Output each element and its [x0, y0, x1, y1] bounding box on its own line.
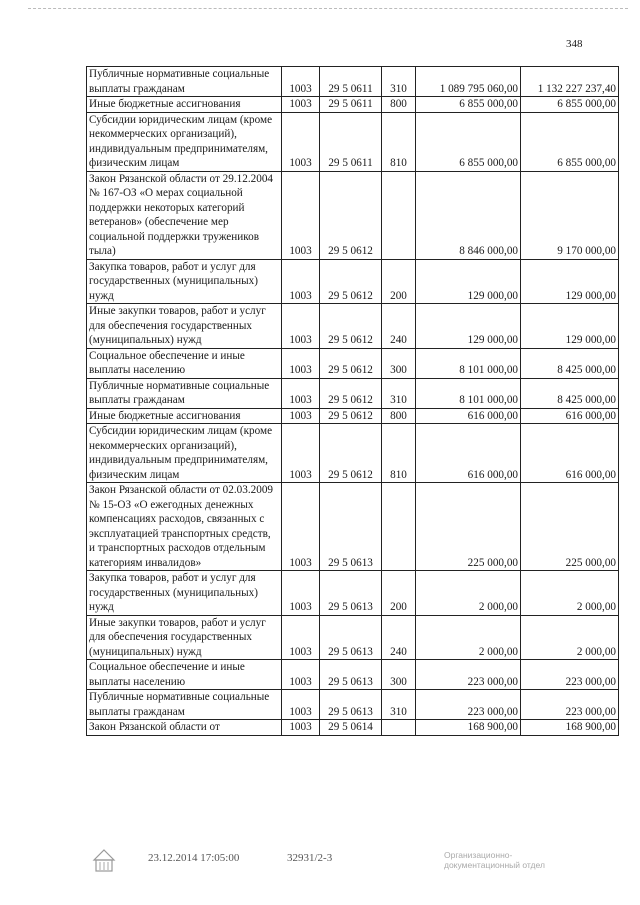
cell-amount2: 8 425 000,00	[521, 378, 619, 408]
cell-section: 1003	[282, 259, 320, 304]
cell-kind: 310	[382, 378, 416, 408]
cell-article: 29 5 0612	[320, 304, 382, 349]
cell-kind: 240	[382, 304, 416, 349]
budget-table	[86, 66, 619, 736]
cell-article: 29 5 0612	[320, 259, 382, 304]
department-stamp	[444, 850, 545, 870]
cell-article: 29 5 0613	[320, 660, 382, 690]
table-row	[87, 97, 619, 113]
cell-kind: 300	[382, 348, 416, 378]
cell-amount1: 1 089 795 060,00	[416, 67, 521, 97]
table-row	[87, 571, 619, 616]
cell-section: 1003	[282, 304, 320, 349]
cell-name: Субсидии юридическим лицам (кроме некоммерческих организаций), индивидуальным предпринимателям, физическим лицам	[87, 424, 282, 483]
cell-amount2: 168 900,00	[521, 720, 619, 736]
cell-article: 29 5 0614	[320, 720, 382, 736]
emblem-icon	[92, 848, 116, 874]
cell-amount2: 225 000,00	[521, 483, 619, 571]
cell-amount1: 223 000,00	[416, 660, 521, 690]
cell-kind	[382, 171, 416, 259]
cell-amount1: 129 000,00	[416, 259, 521, 304]
table-row	[87, 424, 619, 483]
cell-amount1: 168 900,00	[416, 720, 521, 736]
cell-article: 29 5 0613	[320, 571, 382, 616]
cell-article: 29 5 0613	[320, 483, 382, 571]
table-row	[87, 690, 619, 720]
scan-top-edge	[28, 8, 628, 9]
cell-amount2: 2 000,00	[521, 571, 619, 616]
cell-amount2: 6 855 000,00	[521, 97, 619, 113]
cell-kind: 240	[382, 615, 416, 660]
cell-amount1: 129 000,00	[416, 304, 521, 349]
cell-kind: 300	[382, 660, 416, 690]
cell-amount1: 6 855 000,00	[416, 112, 521, 171]
table-row	[87, 348, 619, 378]
table-row	[87, 67, 619, 97]
cell-amount2: 223 000,00	[521, 690, 619, 720]
cell-amount2: 616 000,00	[521, 408, 619, 424]
table-row	[87, 660, 619, 690]
cell-name: Публичные нормативные социальные выплаты гражданам	[87, 690, 282, 720]
footer-timestamp: 23.12.2014 17:05:00	[148, 852, 240, 864]
cell-amount1: 2 000,00	[416, 615, 521, 660]
cell-section: 1003	[282, 348, 320, 378]
footer-doc-id: 32931/2-3	[287, 852, 333, 864]
cell-kind	[382, 483, 416, 571]
table-row	[87, 483, 619, 571]
cell-article: 29 5 0611	[320, 112, 382, 171]
cell-article: 29 5 0613	[320, 615, 382, 660]
cell-amount2: 616 000,00	[521, 424, 619, 483]
cell-name: Закон Рязанской области от 29.12.2004 № 167-ОЗ «О мерах социальной поддержки некоторых категорий ветеранов» (обеспечение мер социальной поддержки тружеников тыла)	[87, 171, 282, 259]
cell-kind: 310	[382, 67, 416, 97]
table-row	[87, 378, 619, 408]
cell-name: Субсидии юридическим лицам (кроме некоммерческих организаций), индивидуальным предпринимателям, физическим лицам	[87, 112, 282, 171]
cell-section: 1003	[282, 483, 320, 571]
cell-amount2: 9 170 000,00	[521, 171, 619, 259]
cell-name: Закон Рязанской области от 02.03.2009 № 15-ОЗ «О ежегодных денежных компенсациях расходов, связанных с эксплуатацией транспортных средств, и транспортных расходов отдельным категориям инвалидов»	[87, 483, 282, 571]
cell-section: 1003	[282, 408, 320, 424]
cell-section: 1003	[282, 378, 320, 408]
cell-section: 1003	[282, 571, 320, 616]
table-row	[87, 720, 619, 736]
cell-section: 1003	[282, 424, 320, 483]
cell-amount1: 225 000,00	[416, 483, 521, 571]
stamp-line-1: Организационно-	[444, 850, 513, 860]
cell-amount2: 129 000,00	[521, 259, 619, 304]
page-number: 348	[566, 38, 583, 50]
cell-article: 29 5 0612	[320, 378, 382, 408]
cell-amount1: 616 000,00	[416, 424, 521, 483]
cell-article: 29 5 0611	[320, 97, 382, 113]
cell-amount1: 8 101 000,00	[416, 348, 521, 378]
cell-amount1: 8 101 000,00	[416, 378, 521, 408]
cell-article: 29 5 0612	[320, 171, 382, 259]
cell-kind: 800	[382, 408, 416, 424]
cell-amount1: 616 000,00	[416, 408, 521, 424]
cell-section: 1003	[282, 97, 320, 113]
cell-amount1: 2 000,00	[416, 571, 521, 616]
cell-kind: 200	[382, 259, 416, 304]
cell-section: 1003	[282, 171, 320, 259]
cell-amount2: 223 000,00	[521, 660, 619, 690]
cell-amount1: 223 000,00	[416, 690, 521, 720]
stamp-line-2: документационный отдел	[444, 860, 545, 870]
table-row	[87, 615, 619, 660]
cell-section: 1003	[282, 67, 320, 97]
cell-name: Закон Рязанской области от	[87, 720, 282, 736]
cell-name: Иные бюджетные ассигнования	[87, 408, 282, 424]
cell-section: 1003	[282, 720, 320, 736]
budget-table-body	[87, 67, 619, 736]
cell-kind: 200	[382, 571, 416, 616]
cell-amount1: 6 855 000,00	[416, 97, 521, 113]
cell-article: 29 5 0612	[320, 424, 382, 483]
cell-name: Публичные нормативные социальные выплаты гражданам	[87, 67, 282, 97]
table-row	[87, 259, 619, 304]
table-row	[87, 171, 619, 259]
cell-section: 1003	[282, 615, 320, 660]
cell-kind: 310	[382, 690, 416, 720]
cell-name: Социальное обеспечение и иные выплаты населению	[87, 660, 282, 690]
cell-name: Закупка товаров, работ и услуг для государственных (муниципальных) нужд	[87, 571, 282, 616]
cell-kind: 800	[382, 97, 416, 113]
cell-article: 29 5 0612	[320, 408, 382, 424]
cell-amount1: 8 846 000,00	[416, 171, 521, 259]
cell-name: Иные бюджетные ассигнования	[87, 97, 282, 113]
cell-name: Закупка товаров, работ и услуг для государственных (муниципальных) нужд	[87, 259, 282, 304]
cell-article: 29 5 0613	[320, 690, 382, 720]
cell-article: 29 5 0612	[320, 348, 382, 378]
cell-name: Иные закупки товаров, работ и услуг для обеспечения государственных (муниципальных) нужд	[87, 615, 282, 660]
cell-kind: 810	[382, 112, 416, 171]
cell-section: 1003	[282, 660, 320, 690]
cell-amount2: 8 425 000,00	[521, 348, 619, 378]
cell-name: Социальное обеспечение и иные выплаты населению	[87, 348, 282, 378]
cell-section: 1003	[282, 690, 320, 720]
cell-name: Иные закупки товаров, работ и услуг для обеспечения государственных (муниципальных) нужд	[87, 304, 282, 349]
cell-amount2: 129 000,00	[521, 304, 619, 349]
table-row	[87, 112, 619, 171]
table-row	[87, 408, 619, 424]
cell-name: Публичные нормативные социальные выплаты гражданам	[87, 378, 282, 408]
cell-kind	[382, 720, 416, 736]
table-row	[87, 304, 619, 349]
cell-article: 29 5 0611	[320, 67, 382, 97]
cell-amount2: 6 855 000,00	[521, 112, 619, 171]
cell-kind: 810	[382, 424, 416, 483]
cell-section: 1003	[282, 112, 320, 171]
cell-amount2: 1 132 227 237,40	[521, 67, 619, 97]
cell-amount2: 2 000,00	[521, 615, 619, 660]
